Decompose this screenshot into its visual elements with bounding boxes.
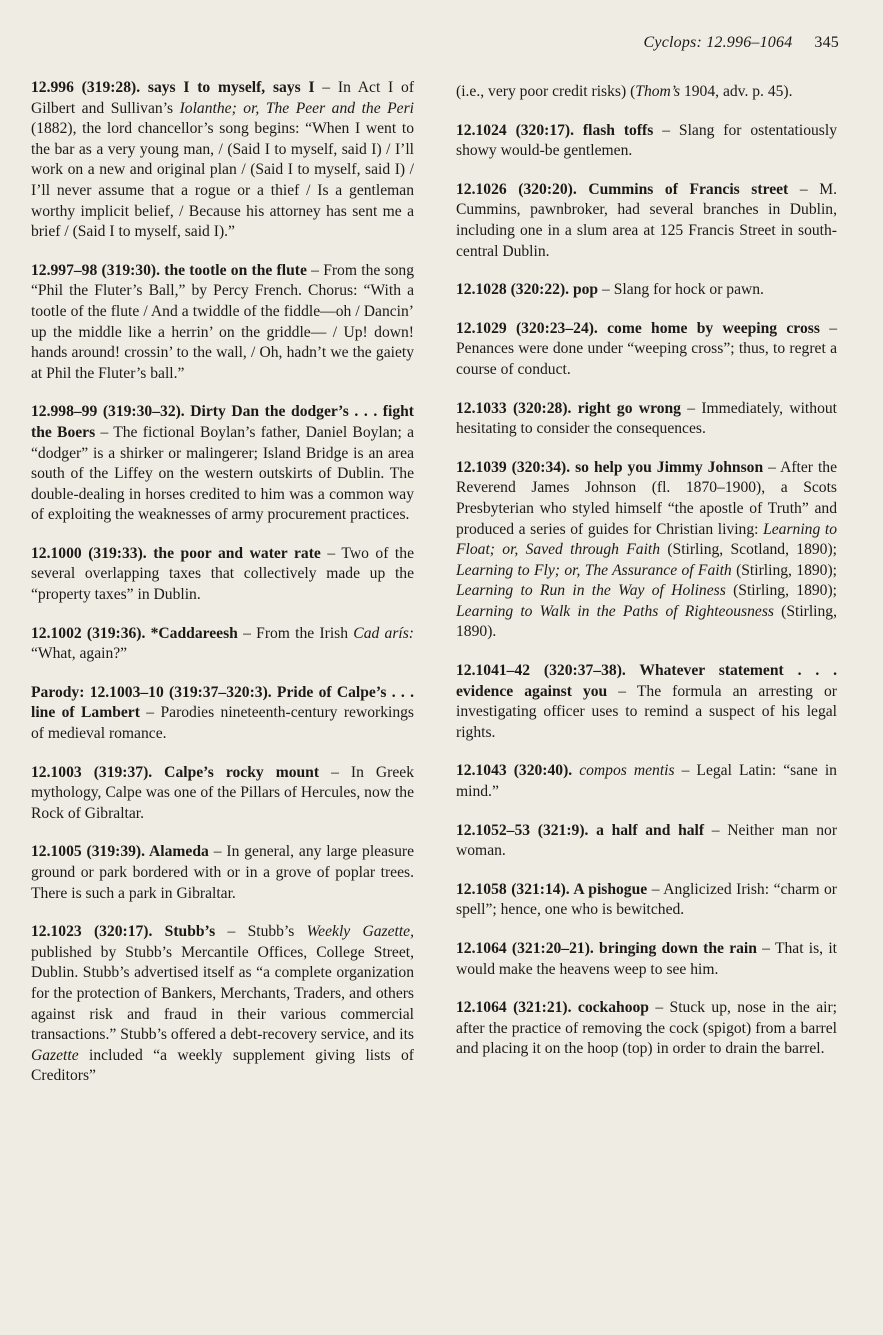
entry-lemma: 12.1052–53 (321:9). a half and half xyxy=(456,821,705,839)
entry-dash: – xyxy=(319,763,351,781)
running-head-title: Cyclops: 12.996–1064 xyxy=(643,34,793,51)
entry-dash: – xyxy=(819,319,837,337)
gloss-entry xyxy=(456,998,837,1060)
entry-lemma: 12.997–98 (319:30). the tootle on the flute xyxy=(31,261,307,279)
gloss-entry xyxy=(456,180,837,262)
entry-text-run: Immediately, without hesitating to consider the consequences. xyxy=(456,399,837,438)
left-column xyxy=(31,78,414,1105)
entry-text-run: Learning to Walk in the Paths of Righteousness xyxy=(456,602,774,620)
entry-lemma: 12.1041–42 (320:37–38). Whatever statement . . . evidence against you xyxy=(456,662,837,700)
gloss-entry xyxy=(31,624,414,665)
entry-lemma: 12.1064 (321:21). cockahoop xyxy=(456,999,649,1017)
entry-text-run: From the song “Phil the Fluter’s Ball,” by Percy French. Chorus: “With a tootle of the flute / And a twiddle of the fiddle—oh / Dancin’ up the middle like a herrin’ on the griddle— / Up! down! hands around! crossin’ to the wall, / Oh, hadn’t we the gaiety at Phil the Fluter’s ball.” xyxy=(31,261,415,382)
entry-text-run: Two of the several overlapping taxes that collectively made up the “property taxes” in Dublin. xyxy=(31,544,414,604)
entry-text-run: Weekly Gazette, xyxy=(306,923,414,941)
gloss-entry xyxy=(456,319,837,381)
entry-text-run: The formula an arresting or investigating officer uses to remind a suspect of his legal rights. xyxy=(456,682,838,741)
gloss-entry xyxy=(31,402,414,526)
entry-lemma: 12.1024 (320:17). flash toffs xyxy=(456,121,654,139)
entry-dash: – xyxy=(648,999,670,1017)
entry-text-run: In Act I of Gilbert and Sullivan’s xyxy=(31,79,415,117)
running-head xyxy=(644,34,839,52)
entry-lemma: 12.1029 (320:23–24). come home by weeping cross xyxy=(456,319,820,337)
entry-lemma: 12.1028 (320:22). pop xyxy=(456,281,599,299)
gloss-entry xyxy=(31,544,414,606)
entry-lemma: Parody: 12.1003–10 (319:37–320:3). Pride of Calpe’s . . . line of Lambert xyxy=(31,683,414,722)
entry-lemma: 12.1003 (319:37). Calpe’s rocky mount xyxy=(31,763,320,781)
entry-text-run: (Stirling, 1890); xyxy=(725,582,837,600)
gloss-entry xyxy=(456,821,837,862)
entry-lemma: 12.1039 (320:34). so help you Jimmy Johnson xyxy=(456,458,764,476)
entry-lemma: 12.998–99 (319:30–32). Dirty Dan the dodger’s . . . fight the Boers xyxy=(31,403,414,441)
entry-text-run: Learning to Run in the Way of Holiness xyxy=(456,582,726,600)
entry-dash: – xyxy=(763,458,781,476)
entry-text-run: Anglicized Irish: “charm or spell”; hence, one who is bewitched. xyxy=(456,880,837,919)
entry-lemma: 12.1033 (320:28). right go wrong xyxy=(456,399,681,417)
entry-dash: – xyxy=(598,281,614,299)
entry-dash: – xyxy=(237,624,257,642)
entry-text-run: (Stirling, Scotland, 1890); xyxy=(660,541,837,559)
entry-lemma: 12.1023 (320:17). Stubb’s xyxy=(31,923,216,941)
entry-dash: – xyxy=(647,880,664,898)
entry-text-run: Gazette xyxy=(31,1046,79,1064)
entry-dash: – xyxy=(306,261,324,279)
entry-text-run: In Greek mythology, Calpe was one of the Pillars of Hercules, now the Rock of Gibraltar. xyxy=(31,763,414,822)
entry-text-run: Legal Latin: “sane in mind.” xyxy=(456,762,837,801)
entry-dash: – xyxy=(95,423,114,441)
entry-lemma: 12.1000 (319:33). the poor and water rate xyxy=(31,544,321,562)
gloss-entry xyxy=(31,683,414,745)
entry-text-run: (i.e., very poor credit risks) ( xyxy=(456,83,636,100)
entry-dash: – xyxy=(680,399,702,417)
entry-dash: – xyxy=(653,121,679,139)
right-column-entries xyxy=(456,121,837,1060)
entry-dash: – xyxy=(607,682,637,700)
entry-lemma: 12.1002 (319:36). *Caddareesh xyxy=(31,624,238,642)
entry-text-run: Iolanthe; or, The Peer and the Peri xyxy=(179,99,414,117)
gloss-entry xyxy=(456,661,837,743)
entry-dash: – xyxy=(208,843,227,861)
gloss-entry xyxy=(31,763,414,825)
entry-text-run: Learning to Fly; or, The Assurance of Faith xyxy=(456,561,732,579)
gloss-entry xyxy=(31,78,414,243)
entry-lemma-italic: compos mentis xyxy=(579,762,675,780)
entry-text-run: From the Irish xyxy=(256,624,354,642)
entry-text-run: “What, again?” xyxy=(31,645,128,663)
entry-text-run: Stuck up, nose in the air; after the practice of removing the cock (spigot) from a barrel and placing it on the hoop (top) in order to drain the barrel. xyxy=(456,999,837,1058)
entry-text-run: (1882), the lord chancellor’s song begins: “When I went to the bar as a very young man, / (Said I to myself, said I) / I’ll work on a new and original plan / (Said I to myself, said I) / I’ll never assume that a rogue or a thief / Is a gentleman worthy implicit belief, / Because his attorney has sent me a brief / (Said I to myself, said I).” xyxy=(31,120,414,241)
gloss-entry xyxy=(456,939,837,980)
entry-text-run: After the Reverend James Johnson (fl. 1870–1900), a Scots Presbyterian who styled himself “the apostle of Truth” and produced a series of guides for Christian living: xyxy=(456,458,837,538)
entry-text-run: (Stirling, 1890); xyxy=(731,561,838,579)
gloss-entry xyxy=(456,399,837,440)
gloss-entry xyxy=(31,842,414,904)
entry-text-run: Slang for hock or pawn. xyxy=(613,281,764,299)
entry-text-run: Learning to Float; or, Saved through Faith xyxy=(456,520,837,559)
entry-lemma: 12.1064 (321:20–21). bringing down the rain xyxy=(456,940,757,957)
entry-text-run: 1904, adv. p. 45). xyxy=(680,83,793,100)
entry-lemma: 12.1043 (320:40). xyxy=(456,762,580,780)
entry-lemma: 12.1058 (321:14). A pishogue xyxy=(456,880,648,898)
entry-dash: – xyxy=(704,821,728,839)
entry-dash: – xyxy=(674,762,697,780)
entry-dash: – xyxy=(756,940,775,957)
entry-text-run: (Stirling, 1890). xyxy=(456,602,838,641)
gloss-entry xyxy=(456,458,837,643)
entry-lemma: 12.1005 (319:39). Alameda xyxy=(31,843,209,861)
entry-text-run: Slang for ostentatiously showy would-be gentlemen. xyxy=(456,121,837,160)
continued-entry-text xyxy=(456,82,837,103)
entry-text-run: The fictional Boylan’s father, Daniel Boylan; a “dodger” is a shirker or malingerer; Island Bridge is an area south of the Liffey on the western outskirts of Dublin. The double-dealing in horses credited to him was a common way of exploiting the weaknesses of army procurement practices. xyxy=(31,423,414,524)
entry-dash: – xyxy=(314,79,338,96)
right-column xyxy=(456,82,837,1078)
page-number: 345 xyxy=(814,34,839,51)
gloss-entry xyxy=(31,261,414,385)
entry-text-run: M. Cummins, pawnbroker, had several branches in Dublin, including one in a slum area at 125 Francis Street in south-central Dublin. xyxy=(456,180,837,260)
entry-text-run: Penances were done under “weeping cross”; thus, to regret a course of conduct. xyxy=(456,340,837,378)
entry-text-run: Parodies nineteenth-century reworkings of medieval romance. xyxy=(31,704,414,743)
gloss-entry xyxy=(456,121,837,162)
entry-text-run: Thom’s xyxy=(635,83,681,100)
entry-dash: – xyxy=(788,180,820,198)
gloss-entry xyxy=(31,922,414,1087)
entry-text-run: In general, any large pleasure ground or park bordered with or in a grove of poplar trees. There is such a park in Gibraltar. xyxy=(31,843,415,902)
entry-dash: – xyxy=(139,704,161,722)
gloss-entry xyxy=(456,761,837,802)
gloss-entry xyxy=(456,880,837,921)
entry-text-run: Stubb’s xyxy=(247,923,307,941)
entry-lemma: 12.996 (319:28). says I to myself, says I xyxy=(31,79,315,96)
entry-text-run: included “a weekly supplement giving lists of Creditors” xyxy=(31,1046,414,1085)
entry-text-run: Cad arís: xyxy=(353,624,414,642)
entry-text-run: Neither man nor woman. xyxy=(456,821,838,860)
entry-dash: – xyxy=(215,923,248,941)
gloss-entry xyxy=(456,280,837,301)
entry-lemma: 12.1026 (320:20). Cummins of Francis street xyxy=(456,180,789,198)
entry-text-run: That is, it would make the heavens weep to see him. xyxy=(456,940,838,978)
entry-text-run: published by Stubb’s Mercantile Offices, College Street, Dublin. Stubb’s advertised itself as “a complete organization for the protection of Bankers, Merchants, Traders, and others against risk and fraud in their various commercial transactions.” Stubb’s offered a debt-recovery service, and its xyxy=(31,943,414,1044)
entry-dash: – xyxy=(320,544,342,562)
